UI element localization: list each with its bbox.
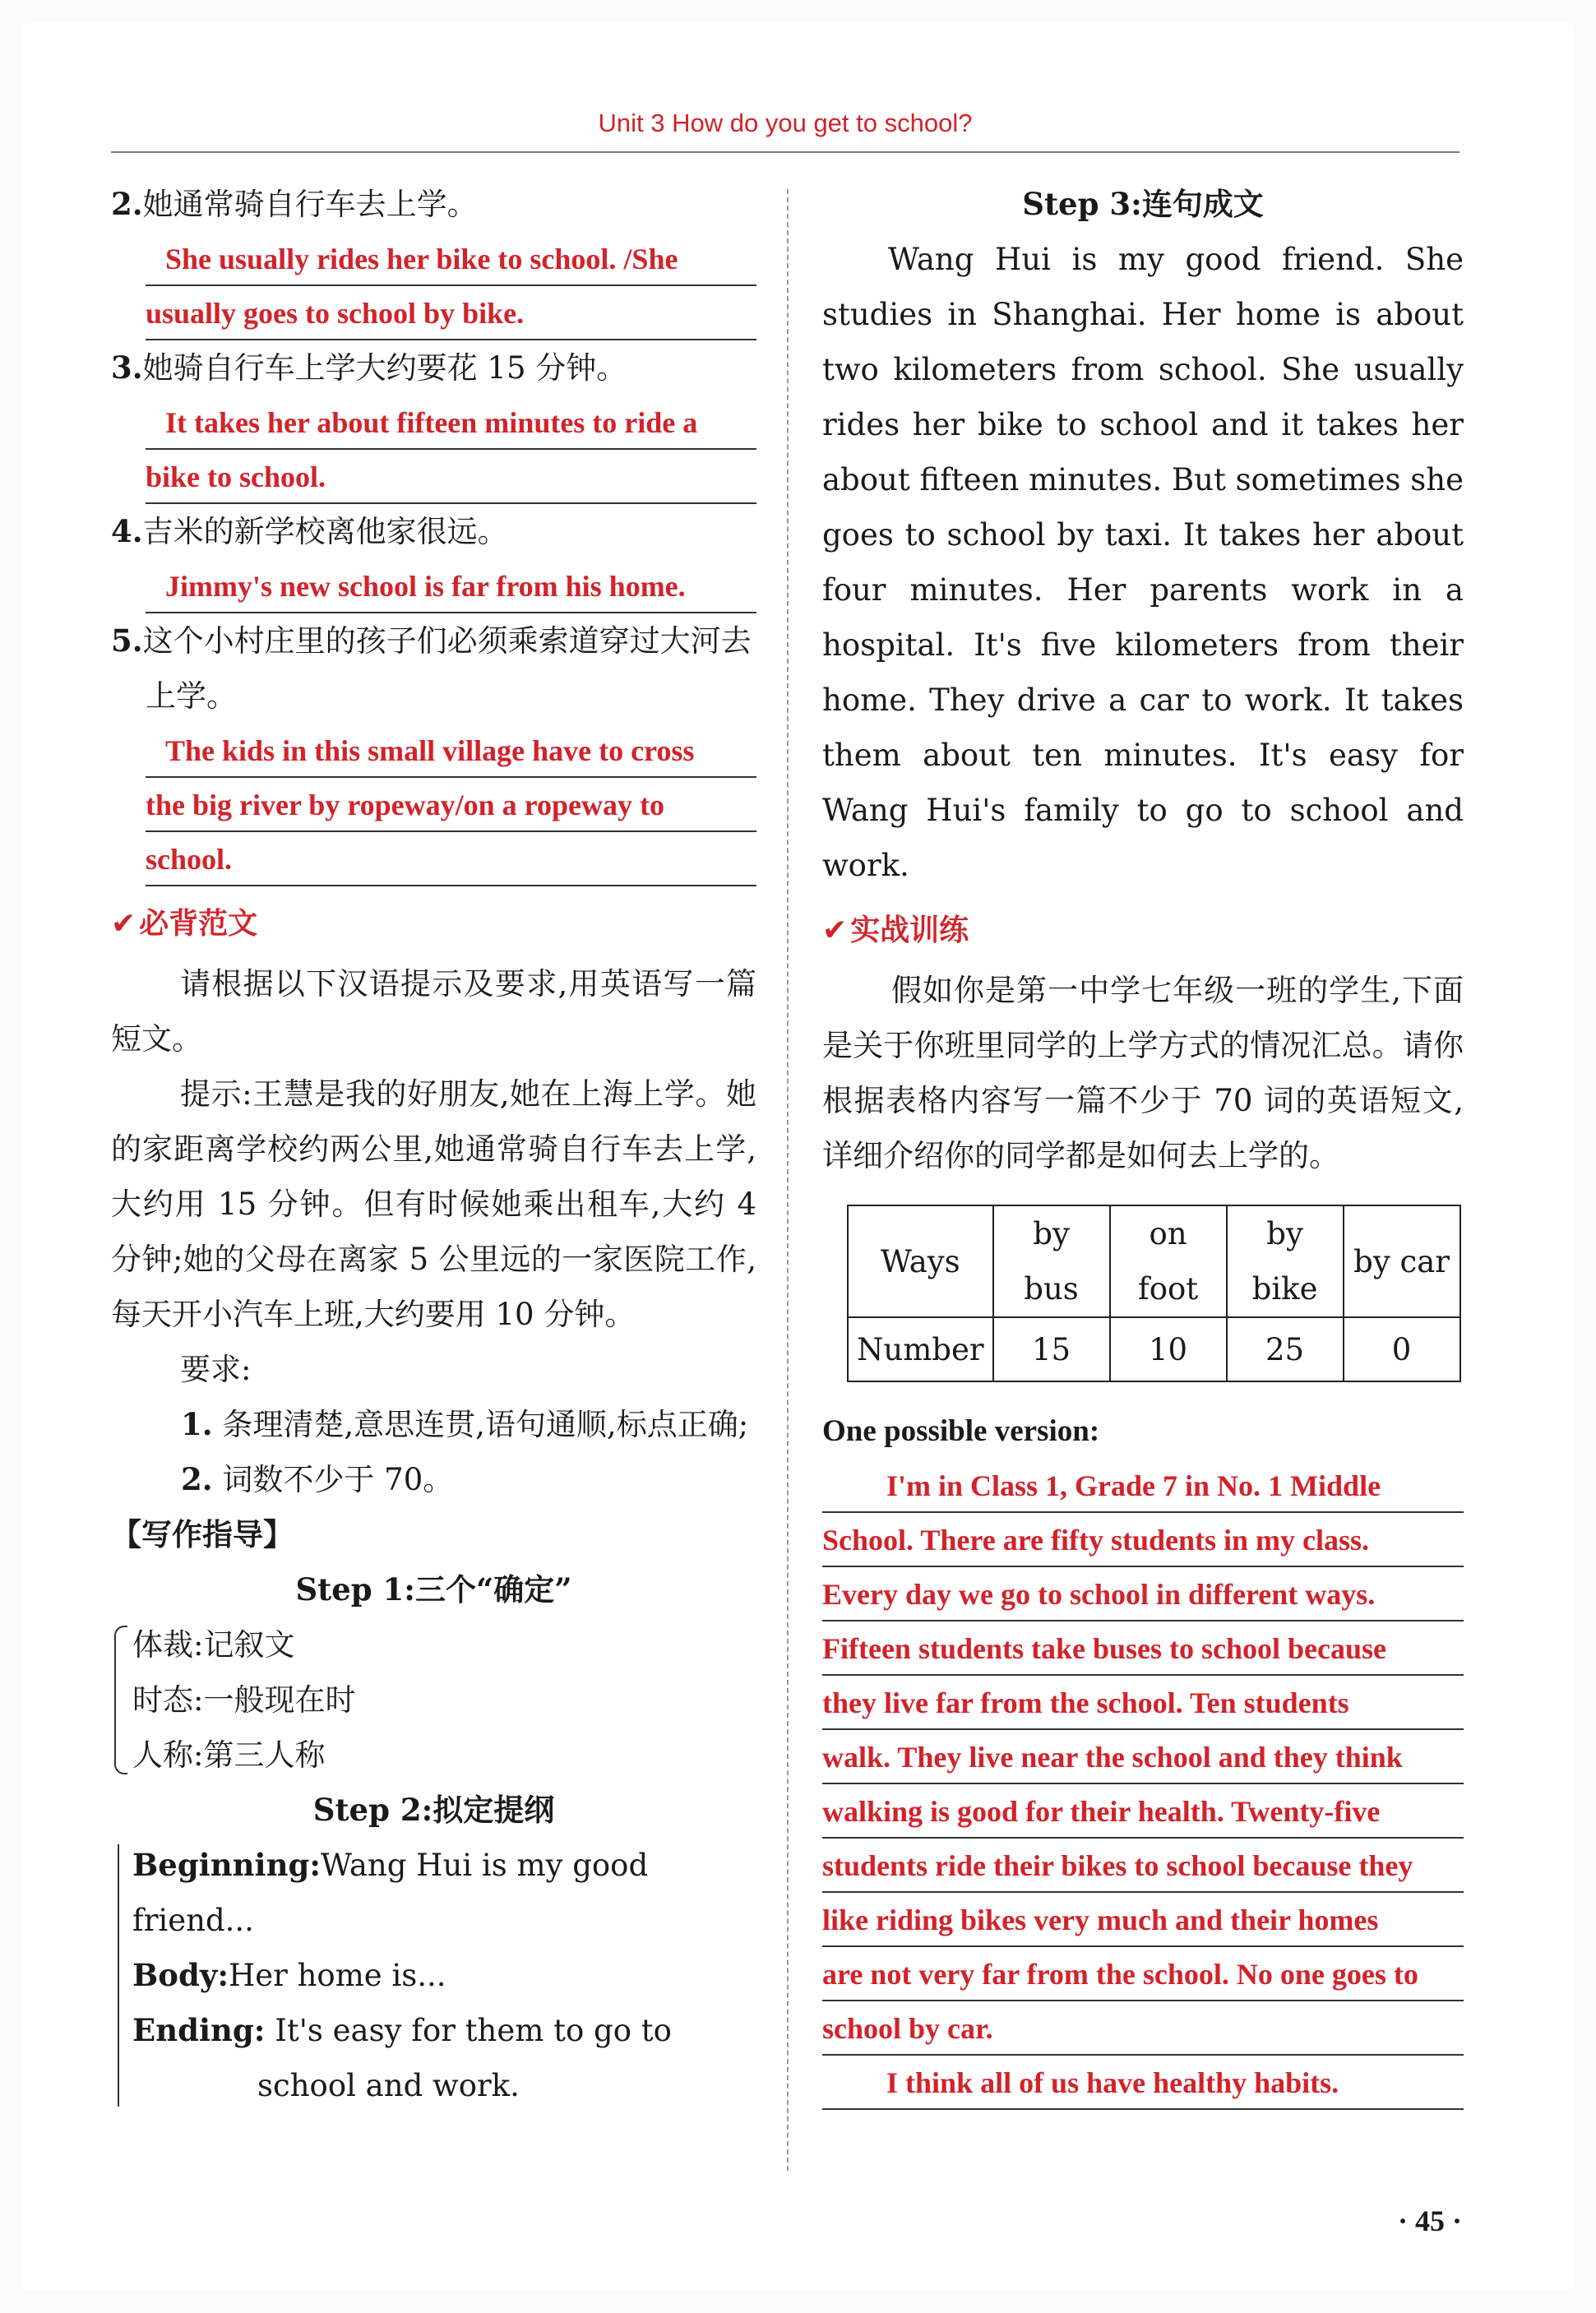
outline-body: Body:Her home is... <box>132 1957 446 1993</box>
table-cell: by bike <box>1227 1205 1344 1317</box>
writing-guide-title: 【写作指导】 <box>111 1517 294 1552</box>
answer-3: It takes her about fifteen minutes to ride a bike to school. <box>146 396 756 504</box>
table-cell: 10 <box>1110 1317 1227 1381</box>
requirement-2: 2. 词数不少于 70。 <box>181 1461 454 1497</box>
table-cell: by bus <box>993 1205 1110 1317</box>
sample-passage: Wang Hui is my good friend. She studies in Shanghai. Her home is about two kilometers from school. She usually rides her bike to school and it takes her about fifteen minutes. But sometimes she goes to school by taxi. It takes her about four minutes. Her parents work in a hospital. It's five kilometers from their home. They drive a car to work. It takes them about ten minutes. It's easy for Wang Hui's family to go to school and work. <box>822 242 1464 883</box>
outline-ending: Ending: It's easy for them to go to school and work. <box>132 2012 672 2103</box>
table-cell: Ways <box>848 1205 993 1317</box>
question-4: 4.吉米的新学校离他家很远。 <box>111 513 508 549</box>
column-divider <box>787 189 789 2171</box>
table-cell: on foot <box>1110 1205 1227 1317</box>
sample-answer: I'm in Class 1, Grade 7 in No. 1 Middle School. There are fifty students in my class. Every day we go to school in different ways. Fifteen students take buses to school because they live far from the school. Ten students walk. They live near the school and they think walking is good for their health. Twenty-five students ride their bikes to school because they like riding bikes very much and their homes are not very far from the school. No one goes to school by car. I think all of us have healthy habits. <box>822 1459 1464 2110</box>
table-row <box>848 1317 1460 1381</box>
step3-heading: Step 3:连句成文 <box>1022 186 1264 222</box>
page-header: Unit 3 How do you get to school? <box>598 109 973 137</box>
version-label: One possible version: <box>822 1414 1100 1448</box>
step1-heading: Step 1:三个“确定” <box>295 1571 572 1608</box>
step1-item: 体裁:记叙文 <box>132 1627 295 1663</box>
table-header-row <box>848 1205 1460 1317</box>
answer-5: The kids in this small village have to cross the big river by ropeway/on a ropeway to school. <box>146 724 756 886</box>
right-column <box>822 177 1464 2110</box>
table-cell: by car <box>1344 1205 1460 1317</box>
header-rule <box>111 151 1460 153</box>
model-essay-title: ✔ 必背范文 <box>111 907 258 941</box>
step2-heading: Step 2:拟定提纲 <box>312 1792 555 1828</box>
outline-beginning: Beginning:Wang Hui is my good friend... <box>132 1847 649 1938</box>
step1-item: 时态:一般现在时 <box>132 1682 356 1718</box>
answer-4: Jimmy's new school is far from his home. <box>146 559 756 613</box>
table-cell: 15 <box>993 1317 1110 1381</box>
checkmark-icon: ✔ <box>111 907 136 941</box>
requirement-1: 1. 条理清楚,意思连贯,语句通顺,标点正确; <box>181 1406 749 1442</box>
ways-table <box>847 1205 1461 1382</box>
checkmark-icon: ✔ <box>822 914 848 947</box>
outline <box>111 1838 756 2113</box>
page-number: · 45 · <box>1398 2204 1463 2237</box>
table-cell: 0 <box>1344 1317 1460 1381</box>
answer-2: She usually rides her bike to school. /She usually goes to school by bike. <box>146 232 756 340</box>
left-column <box>111 177 756 2113</box>
question-5: 5.这个小村庄里的孩子们必须乘索道穿过大河去上学。 <box>111 622 752 714</box>
question-2: 2.她通常骑自行车去上学。 <box>111 186 478 222</box>
practice-prompt: 假如你是第一中学七年级一班的学生,下面是关于你班里同学的上学方式的情况汇总。请你根据表格内容写一篇不少于 70 词的英语短文,详细介绍你的同学都是如何去上学的。 <box>822 973 1464 1173</box>
hint-text: 提示:王慧是我的好朋友,她在上海上学。她的家距离学校约两公里,她通常骑自行车去上学,大约用 15 分钟。但有时候她乘出租车,大约 4 分钟;她的父母在离家 5 公里远的一家医院工作,每天开小汽车上班,大约要用 10 分钟。 <box>111 1076 756 1332</box>
instruction-text: 请根据以下汉语提示及要求,用英语写一篇短文。 <box>111 966 756 1057</box>
step1-item: 人称:第三人称 <box>132 1737 326 1773</box>
requirements-label: 要求: <box>180 1352 252 1387</box>
table-cell: Number <box>848 1317 993 1381</box>
table-cell: 25 <box>1227 1317 1344 1381</box>
step1-list <box>111 1617 756 1783</box>
question-3: 3.她骑自行车上学大约要花 15 分钟。 <box>111 349 627 386</box>
practice-title: ✔ 实战训练 <box>822 914 969 947</box>
